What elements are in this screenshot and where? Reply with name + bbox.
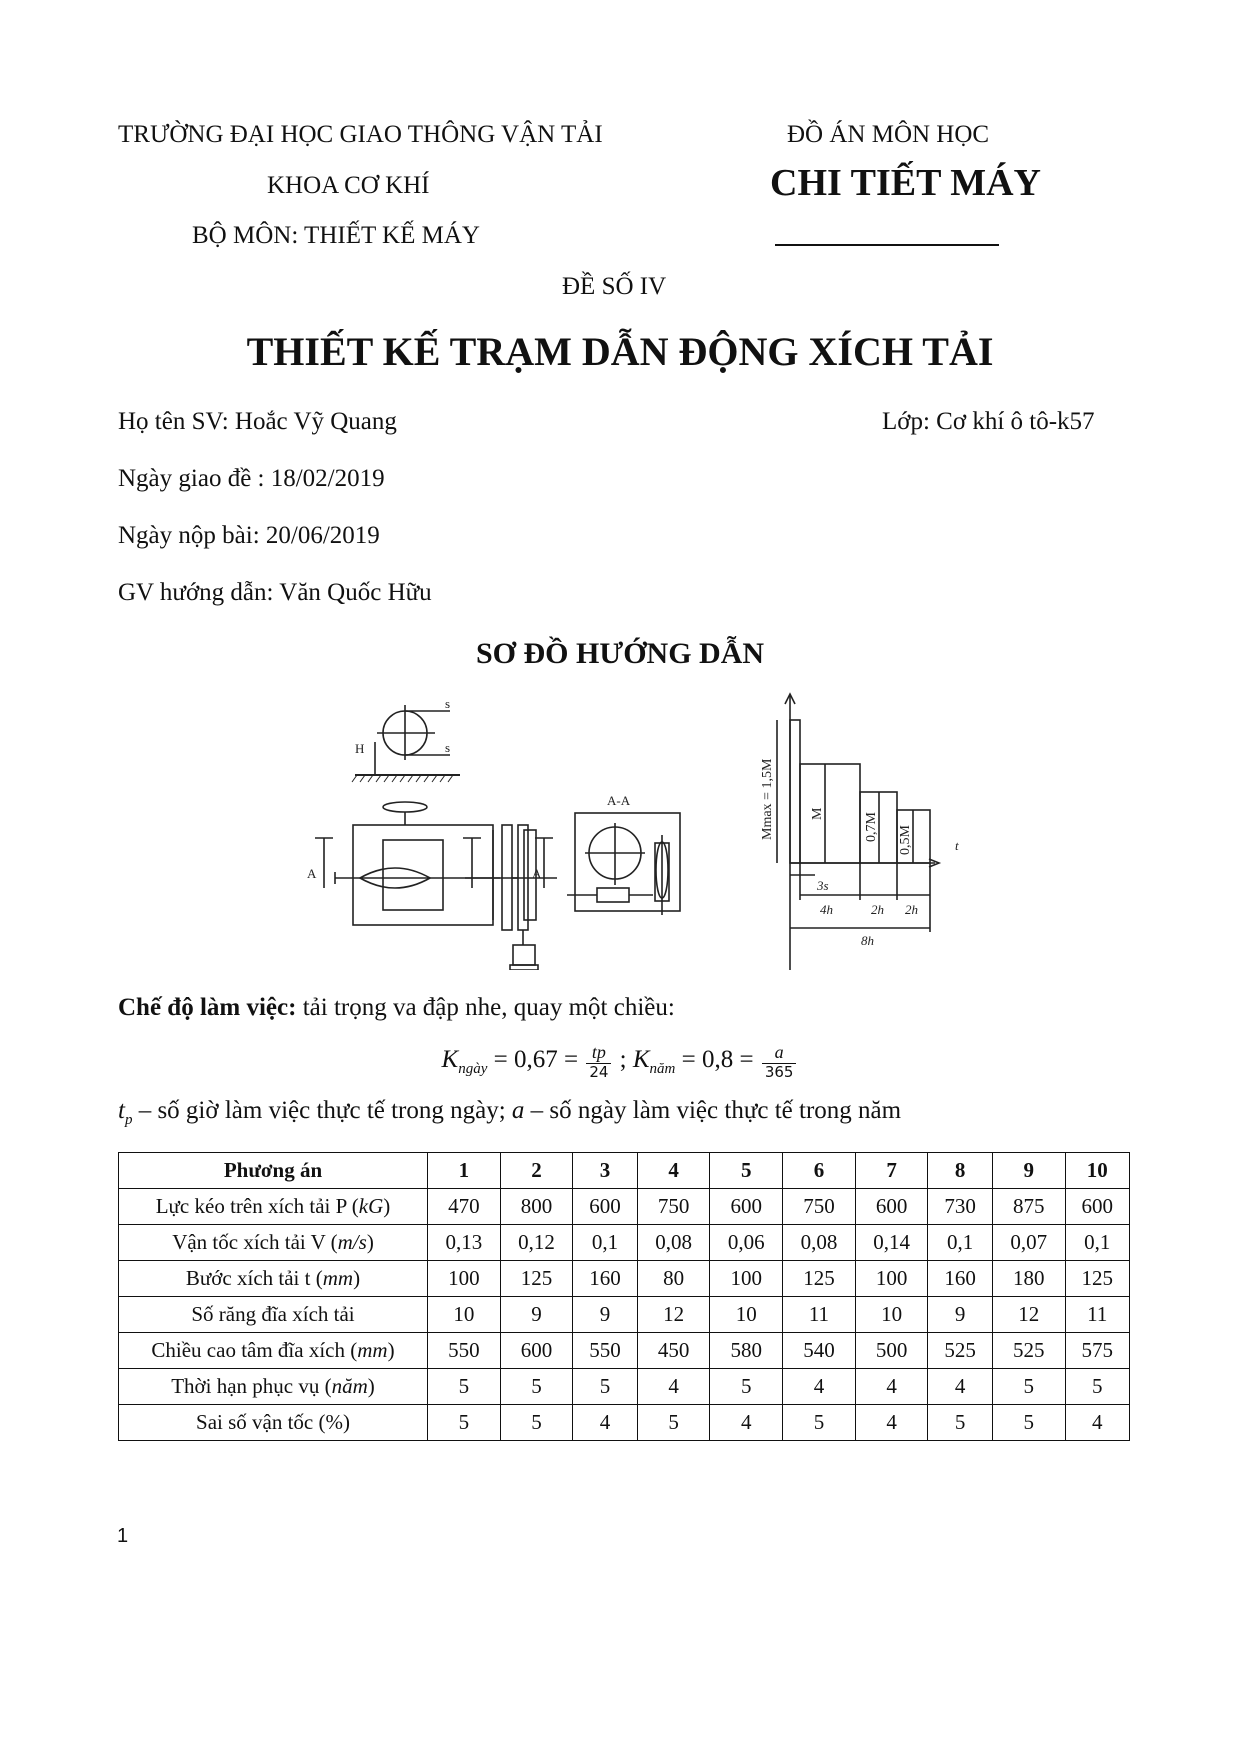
assignment-number: ĐỀ SỐ IV <box>562 273 667 300</box>
frac1-den: 24 <box>589 1062 609 1081</box>
note-tp: t <box>118 1097 125 1124</box>
table-cell: 0,12 <box>500 1225 573 1261</box>
spec-table <box>118 1152 1130 1441</box>
table-cell: 160 <box>928 1261 992 1297</box>
table-cell: 4 <box>928 1369 992 1405</box>
label-mmax: Mmax = 1,5M <box>760 758 775 840</box>
table-cell: 580 <box>710 1333 783 1369</box>
row-label <box>119 1225 428 1261</box>
table-cell: 4 <box>573 1405 637 1441</box>
work-mode-text: tải trọng va đập nhe, quay một chiều: <box>296 994 675 1021</box>
table-cell: 100 <box>428 1261 501 1297</box>
faculty-name: KHOA CƠ KHÍ <box>267 172 430 199</box>
frac2-den: 365 <box>764 1062 794 1081</box>
table-header-col: 9 <box>992 1153 1065 1189</box>
row-label-text: Thời hạn phục vụ ( <box>171 1374 332 1398</box>
table-cell: 125 <box>1065 1261 1129 1297</box>
table-cell: 600 <box>1065 1189 1129 1225</box>
row-label-unit: năm <box>331 1374 368 1398</box>
work-mode-label: Chế độ làm việc: <box>118 994 297 1021</box>
table-cell: 4 <box>855 1369 928 1405</box>
row-label <box>119 1405 428 1441</box>
table-cell: 5 <box>428 1369 501 1405</box>
table-cell: 0,06 <box>710 1225 783 1261</box>
note-a: a <box>511 1097 525 1124</box>
table-header-col: 1 <box>428 1153 501 1189</box>
row-label-text: Số răng đĩa xích tải <box>191 1302 355 1326</box>
table-row <box>119 1261 1130 1297</box>
table-row <box>119 1225 1130 1261</box>
table-cell: 4 <box>855 1405 928 1441</box>
row-label-unit: mm <box>357 1338 388 1362</box>
label-3s: 3s <box>817 878 829 893</box>
assignment-title: THIẾT KẾ TRẠM DẪN ĐỘNG XÍCH TẢI <box>246 329 994 374</box>
label-a-right: A <box>532 866 542 881</box>
table-cell: 0,14 <box>855 1225 928 1261</box>
project-label: ĐỒ ÁN MÔN HỌC <box>787 121 990 148</box>
row-label <box>119 1189 428 1225</box>
table-cell: 0,13 <box>428 1225 501 1261</box>
coefficient-formula <box>0 1042 1240 1081</box>
fraction-a-365 <box>762 1042 797 1081</box>
frac2-num: a <box>762 1042 797 1064</box>
label-t-axis: t <box>955 838 959 853</box>
row-label <box>119 1369 428 1405</box>
table-cell: 100 <box>855 1261 928 1297</box>
row-label-close: ) <box>367 1374 375 1398</box>
table-header-col: 10 <box>1065 1153 1129 1189</box>
k-year-sub: năm <box>649 1061 676 1078</box>
table-cell: 600 <box>855 1189 928 1225</box>
assigned-date: Ngày giao đề : 18/02/2019 <box>118 465 385 492</box>
table-cell: 525 <box>992 1333 1065 1369</box>
label-4h: 4h <box>820 902 833 917</box>
drive-schematic <box>295 690 1010 970</box>
table-cell: 875 <box>992 1189 1065 1225</box>
k-year-symbol: K <box>632 1046 650 1074</box>
university-name: TRƯỜNG ĐẠI HỌC GIAO THÔNG VẬN TẢI <box>118 121 603 148</box>
table-cell: 5 <box>992 1405 1065 1441</box>
table-cell: 0,1 <box>1065 1225 1129 1261</box>
k-day-sub: ngày <box>458 1061 488 1078</box>
table-cell: 450 <box>637 1333 710 1369</box>
project-subject: CHI TIẾT MÁY <box>770 162 1041 204</box>
row-label-text: Lực kéo trên xích tải P ( <box>155 1194 359 1218</box>
table-cell: 5 <box>783 1405 856 1441</box>
label-h: H <box>355 741 365 756</box>
table-row <box>119 1297 1130 1333</box>
table-cell: 730 <box>928 1189 992 1225</box>
table-header-col: 7 <box>855 1153 928 1189</box>
table-cell: 4 <box>783 1369 856 1405</box>
note-tp-sub: p <box>124 1112 133 1128</box>
table-cell: 750 <box>637 1189 710 1225</box>
student-name: Họ tên SV: Hoắc Vỹ Quang <box>118 408 397 435</box>
table-cell: 0,07 <box>992 1225 1065 1261</box>
diagram-heading: SƠ ĐỒ HƯỚNG DẪN <box>475 637 765 670</box>
table-cell: 575 <box>1065 1333 1129 1369</box>
formula-note <box>118 1097 901 1129</box>
student-class: Lớp: Cơ khí ô tô-k57 <box>882 408 1095 435</box>
table-cell: 5 <box>428 1405 501 1441</box>
k-day-value: = 0,67 = <box>487 1046 585 1074</box>
table-cell: 470 <box>428 1189 501 1225</box>
table-header-row <box>119 1153 1130 1189</box>
label-2h-b: 2h <box>905 902 918 917</box>
table-cell: 600 <box>500 1333 573 1369</box>
row-label-unit: mm <box>322 1266 354 1290</box>
table-cell: 0,08 <box>637 1225 710 1261</box>
row-label-text: Vận tốc xích tải V ( <box>172 1230 338 1254</box>
table-header-col: 4 <box>637 1153 710 1189</box>
table-header-col: 5 <box>710 1153 783 1189</box>
k-day-symbol: K <box>441 1046 459 1074</box>
table-cell: 12 <box>992 1297 1065 1333</box>
row-label-close: ) <box>366 1230 374 1254</box>
table-cell: 10 <box>710 1297 783 1333</box>
table-cell: 125 <box>500 1261 573 1297</box>
row-label-close: ) <box>353 1266 361 1290</box>
table-cell: 0,08 <box>783 1225 856 1261</box>
label-0-5m: 0,5M <box>898 825 913 855</box>
table-cell: 12 <box>637 1297 710 1333</box>
table-cell: 180 <box>992 1261 1065 1297</box>
table-header-col: 2 <box>500 1153 573 1189</box>
row-label-text: Bước xích tải t ( <box>185 1266 323 1290</box>
label-a-left: A <box>307 866 317 881</box>
label-0-7m: 0,7M <box>864 812 879 842</box>
table-cell: 0,1 <box>928 1225 992 1261</box>
table-header-col: 3 <box>573 1153 637 1189</box>
row-label <box>119 1261 428 1297</box>
row-label-unit: m/s <box>337 1230 367 1254</box>
note-rest-1: – số giờ làm việc thực tế trong ngày; <box>132 1097 512 1124</box>
row-label-unit: kG <box>358 1194 384 1218</box>
table-cell: 5 <box>710 1369 783 1405</box>
table-cell: 125 <box>783 1261 856 1297</box>
row-label-close: ) <box>383 1194 391 1218</box>
table-header-label: Phương án <box>119 1153 428 1189</box>
table-cell: 9 <box>500 1297 573 1333</box>
table-cell: 160 <box>573 1261 637 1297</box>
table-cell: 5 <box>500 1405 573 1441</box>
table-cell: 750 <box>783 1189 856 1225</box>
table-body <box>119 1189 1130 1441</box>
frac1-num: tp <box>586 1042 611 1064</box>
table-cell: 500 <box>855 1333 928 1369</box>
table-cell: 5 <box>637 1405 710 1441</box>
table-cell: 550 <box>573 1333 637 1369</box>
table-cell: 10 <box>428 1297 501 1333</box>
row-label-close: ) <box>387 1338 395 1362</box>
table-cell: 5 <box>928 1405 992 1441</box>
table-cell: 11 <box>1065 1297 1129 1333</box>
k-year-value: = 0,8 = <box>675 1046 760 1074</box>
table-cell: 9 <box>928 1297 992 1333</box>
label-s-top: s <box>445 696 451 711</box>
advisor: GV hướng dẫn: Văn Quốc Hữu <box>118 579 432 606</box>
table-cell: 600 <box>710 1189 783 1225</box>
table-cell: 5 <box>573 1369 637 1405</box>
table-cell: 0,1 <box>573 1225 637 1261</box>
table-cell: 540 <box>783 1333 856 1369</box>
row-label <box>119 1297 428 1333</box>
table-cell: 4 <box>1065 1405 1129 1441</box>
label-s-bottom: s <box>445 740 451 755</box>
table-row <box>119 1369 1130 1405</box>
department-name: BỘ MÔN: THIẾT KẾ MÁY <box>192 222 480 249</box>
table-cell: 800 <box>500 1189 573 1225</box>
header-underline <box>775 244 999 246</box>
table-header-col: 8 <box>928 1153 992 1189</box>
row-label <box>119 1333 428 1369</box>
table-row <box>119 1405 1130 1441</box>
label-8h: 8h <box>861 933 874 948</box>
fraction-tp-24 <box>586 1042 611 1081</box>
table-cell: 10 <box>855 1297 928 1333</box>
table-header-col: 6 <box>783 1153 856 1189</box>
work-mode <box>118 994 675 1022</box>
label-m: M <box>810 807 825 820</box>
due-date: Ngày nộp bài: 20/06/2019 <box>118 522 380 549</box>
row-label-text: Chiều cao tâm đĩa xích ( <box>151 1338 358 1362</box>
table-cell: 5 <box>992 1369 1065 1405</box>
label-2h-a: 2h <box>871 902 884 917</box>
page-number: 1 <box>117 1525 129 1547</box>
table-cell: 600 <box>573 1189 637 1225</box>
note-rest-2: – số ngày làm việc thực tế trong năm <box>524 1097 902 1124</box>
row-label-text: Sai số vận tốc (%) <box>196 1410 350 1434</box>
table-cell: 5 <box>500 1369 573 1405</box>
label-section: A-A <box>607 793 631 808</box>
table-row <box>119 1333 1130 1369</box>
table-cell: 5 <box>1065 1369 1129 1405</box>
table-cell: 9 <box>573 1297 637 1333</box>
table-cell: 80 <box>637 1261 710 1297</box>
table-cell: 11 <box>783 1297 856 1333</box>
table-cell: 550 <box>428 1333 501 1369</box>
table-cell: 100 <box>710 1261 783 1297</box>
table-row <box>119 1189 1130 1225</box>
formula-sep: ; <box>613 1046 633 1074</box>
table-cell: 4 <box>710 1405 783 1441</box>
table-cell: 4 <box>637 1369 710 1405</box>
table-cell: 525 <box>928 1333 992 1369</box>
